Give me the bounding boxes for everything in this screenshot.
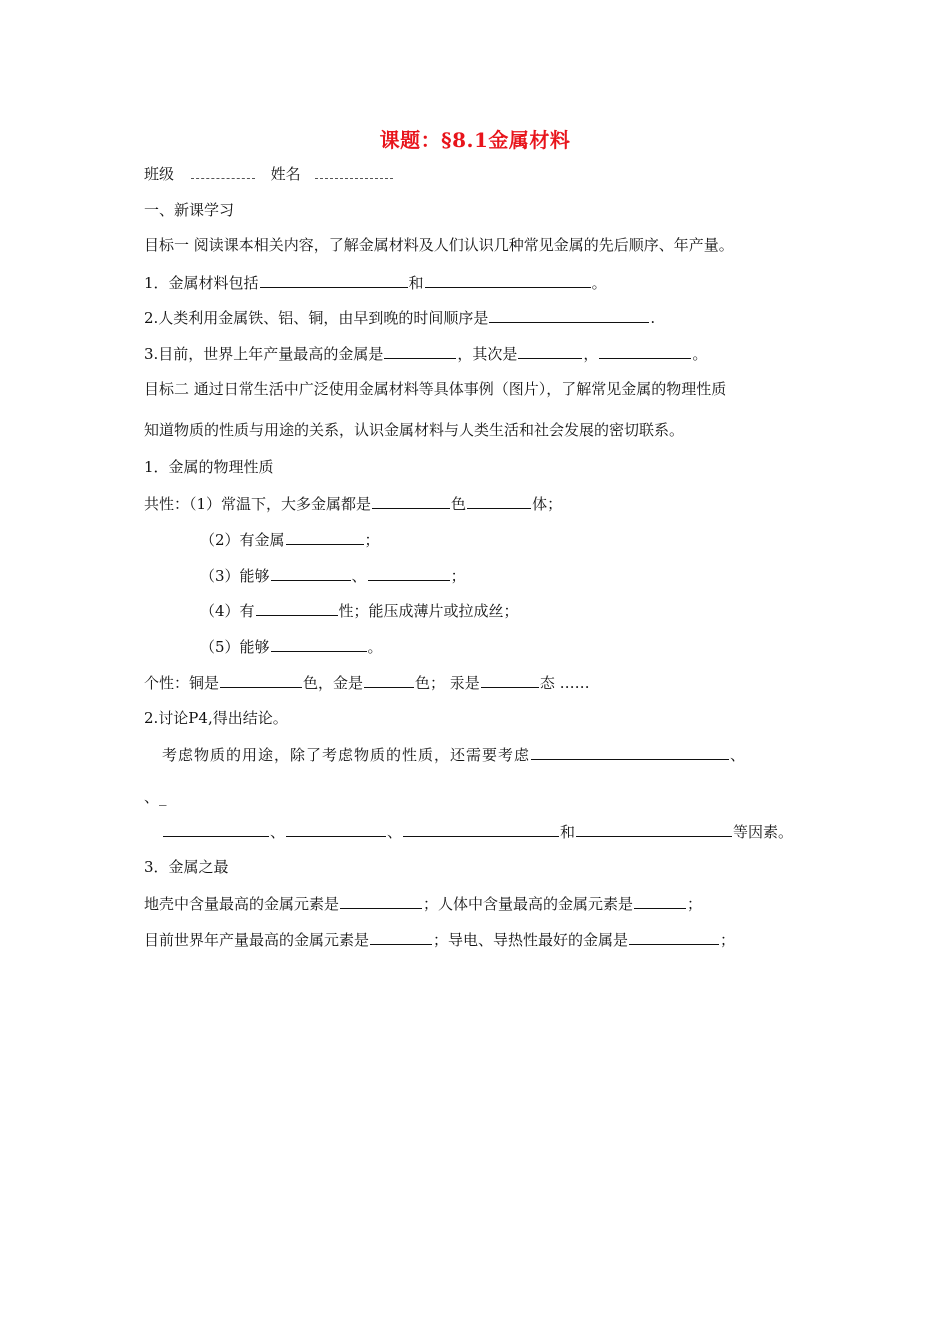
discussion-line-2: 、_ (144, 788, 167, 806)
c5-text: （5）能够 (200, 638, 270, 656)
c4-text: （4）有 (200, 602, 255, 620)
c4-blank[interactable] (256, 600, 338, 616)
q1-text: 1．金属材料包括 (144, 274, 259, 292)
physical-properties-heading: 1．金属的物理性质 (144, 458, 274, 476)
crust-text: 地壳中含量最高的金属元素是 (144, 895, 340, 913)
common-label: 共性：（1）常温下，大多金属都是 (144, 495, 372, 513)
c5-blank[interactable] (271, 636, 367, 652)
student-info-row (144, 163, 394, 184)
individual-label: 个性：铜是 (144, 674, 220, 692)
q1-blank-1[interactable] (260, 272, 408, 288)
discussion-and: 和 (560, 823, 576, 841)
discussion-blank-5[interactable] (576, 821, 732, 837)
mercury-end: 态 …… (539, 674, 590, 692)
page-title: 课题：§8.1金属材料 (379, 128, 571, 152)
section-heading: 一、新课学习 (144, 201, 235, 219)
production-blank[interactable] (370, 929, 432, 945)
discussion-blank-2[interactable] (163, 821, 269, 837)
discussion-end: 等因素。 (733, 823, 794, 841)
common-property-5 (200, 636, 383, 657)
question-1 (144, 272, 607, 293)
individual-properties (144, 672, 590, 693)
production-text: 目前世界年产量最高的金属元素是 (144, 931, 370, 949)
common-property-1 (144, 493, 562, 514)
c4-end: 性；能压成薄片或拉成丝； (338, 602, 519, 620)
goal-two-line1: 目标二 通过日常生活中广泛使用金属材料等具体事例（图片），了解常见金属的物理性质 (144, 380, 727, 398)
c3-blank-2[interactable] (368, 565, 450, 581)
metal-records-heading: 3．金属之最 (144, 858, 229, 876)
copper-blank[interactable] (220, 672, 302, 688)
metal-records-line-1 (144, 893, 702, 914)
class-blank[interactable] (191, 163, 255, 179)
goal-one: 目标一 阅读课本相关内容，了解金属材料及人们认识几种常见金属的先后顺序、年产量。 (144, 236, 734, 254)
q1-blank-2[interactable] (425, 272, 591, 288)
discussion-text: 考虑物质的用途，除了考虑物质的性质，还需要考虑 (162, 746, 531, 764)
c5-end: 。 (367, 638, 383, 656)
metal-records-line-2 (144, 929, 735, 950)
question-3 (144, 343, 707, 364)
c2-text: （2）有金属 (200, 531, 285, 549)
body-text: ；人体中含量最高的金属元素是 (423, 895, 634, 913)
mercury-blank[interactable] (481, 672, 539, 688)
state-blank[interactable] (467, 493, 531, 509)
q2-end: . (650, 309, 656, 327)
copper-end: 色，金是 (303, 674, 364, 692)
conductivity-blank[interactable] (629, 929, 719, 945)
c2-blank[interactable] (286, 529, 364, 545)
q3-blank-3[interactable] (599, 343, 691, 359)
question-2 (144, 307, 655, 328)
state-word: 体； (532, 495, 563, 513)
q3-blank-2[interactable] (518, 343, 582, 359)
common-property-2 (200, 529, 380, 550)
name-blank[interactable] (315, 163, 393, 179)
body-blank[interactable] (634, 893, 686, 909)
discussion-blank-4[interactable] (403, 821, 559, 837)
goal-two-line2: 知道物质的性质与用途的关系，认识金属材料与人类生活和社会发展的密切联系。 (144, 421, 685, 439)
q1-end: 。 (591, 274, 607, 292)
q1-and: 和 (408, 274, 424, 292)
q3-end: 。 (692, 345, 708, 363)
c2-end: ； (364, 531, 380, 549)
discussion-line1-end: 、 (730, 746, 747, 764)
discussion-line-3 (162, 821, 793, 842)
common-property-3 (200, 565, 466, 586)
class-label: 班级 (144, 165, 175, 183)
crust-blank[interactable] (340, 893, 422, 909)
q3-next: ，其次是 (457, 345, 518, 363)
discussion-heading: 2.讨论P4,得出结论。 (144, 709, 288, 727)
q2-text: 2.人类利用金属铁、铝、铜，由早到晚的时间顺序是 (144, 309, 489, 327)
conductivity-end: ； (720, 931, 736, 949)
color-blank[interactable] (372, 493, 450, 509)
c3-blank-1[interactable] (271, 565, 351, 581)
discussion-line-1 (162, 744, 746, 765)
q3-blank-1[interactable] (384, 343, 456, 359)
c3-text: （3）能够 (200, 567, 270, 585)
c3-end: ； (450, 567, 466, 585)
q2-blank[interactable] (489, 307, 649, 323)
q3-text: 3.目前，世界上年产量最高的金属是 (144, 345, 384, 363)
gold-end: 色； 汞是 (415, 674, 480, 692)
common-property-4 (200, 600, 519, 621)
conductivity-text: ；导电、导热性最好的金属是 (433, 931, 629, 949)
discussion-blank-3[interactable] (286, 821, 386, 837)
discussion-sep-2: 、 (387, 823, 403, 841)
color-word: 色 (451, 495, 467, 513)
gold-blank[interactable] (364, 672, 414, 688)
c3-sep: 、 (351, 567, 367, 585)
name-label: 姓名 (270, 165, 301, 183)
body-end: ； (687, 895, 703, 913)
q3-comma: ， (583, 345, 599, 363)
discussion-blank-1[interactable] (531, 744, 729, 760)
discussion-sep-1: 、 (270, 823, 286, 841)
